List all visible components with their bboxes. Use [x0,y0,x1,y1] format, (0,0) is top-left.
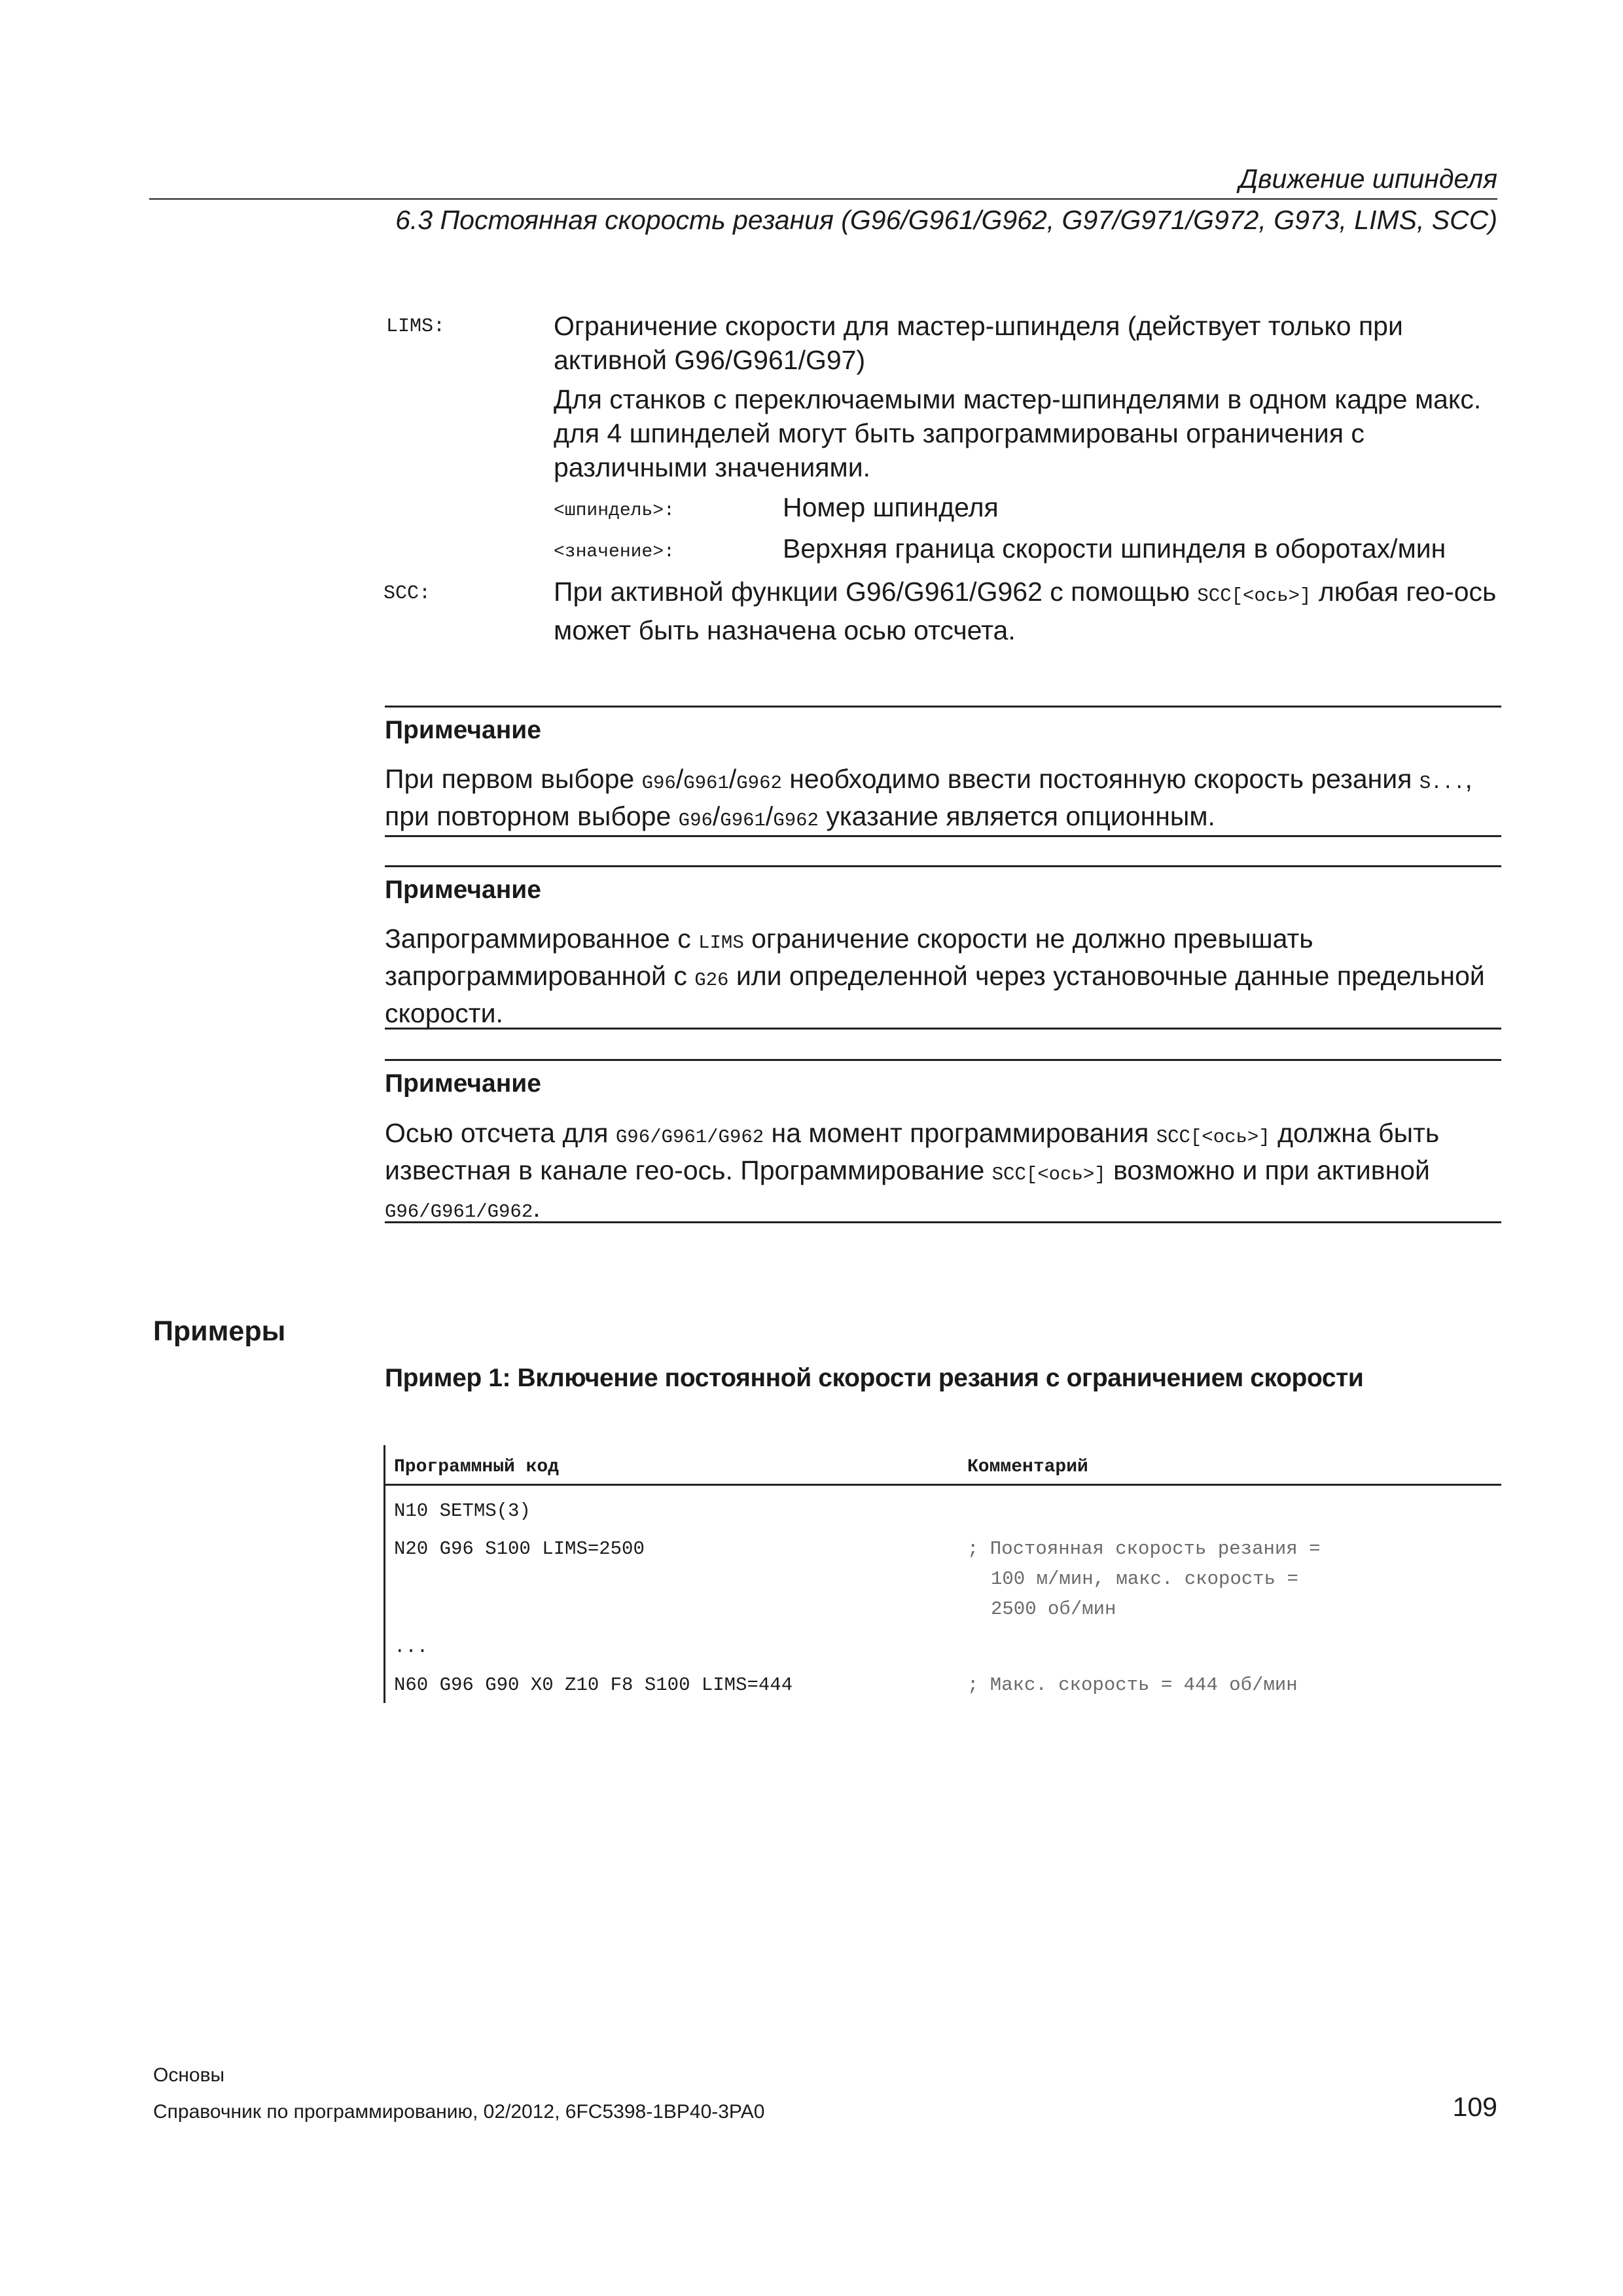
param-desc-scc: При активной функции G96/G961/G962 с помощью SCC[<ось>] любая гео-ось может быть назначена осью отсчета. [554,577,1497,645]
running-header-section: 6.3 Постоянная скорость резания (G96/G961/G962, G97/G971/G972, G973, LIMS, SCC) [395,205,1497,235]
subparam-desc-value: Верхняя граница скорости шпинделя в оборотах/мин [783,533,1446,564]
code-comment-n60: ; Макс. скорость = 444 об/мин [967,1674,1298,1696]
note-2-bottom-rule [385,1028,1501,1030]
subparam-desc-spindle: Номер шпинделя [783,492,999,522]
code-comment-n20-2: 100 м/мин, макс. скорость = [991,1568,1298,1590]
param-desc-lims-extra: Для станков с переключаемыми мастер-шпинделями в одном кадре макс. для 4 шпинделей могут быть запрограммированы ограничения с различными значениями. [554,384,1482,482]
note-2-body: Запрограммированное с LIMS ограничение скорости не должно превышать запрограммированной с G26 или определенной через установочные данные предельной скорости. [385,924,1485,1028]
code-line-n60: N60 G96 G90 X0 Z10 F8 S100 LIMS=444 [394,1674,793,1696]
subparam-term-spindle: <шпиндель>: [554,501,675,521]
code-comment-n20-3: 2500 об/мин [991,1598,1116,1620]
code-line-n10: N10 SETMS(3) [394,1500,531,1522]
note-2-top-rule [385,865,1501,867]
note-3-heading: Примечание [385,1069,541,1098]
code-comment-n20-1: ; Постоянная скорость резания = [967,1538,1321,1560]
code-table-header-comment: Комментарий [967,1457,1088,1477]
code-table-header-code: Программный код [394,1457,560,1477]
note-2-heading: Примечание [385,876,541,904]
page-number: 109 [1452,2092,1497,2122]
footer-title: Основы [153,2064,225,2086]
note-3-bottom-rule [385,1221,1501,1223]
examples-heading: Примеры [153,1316,286,1347]
note-1-heading: Примечание [385,716,541,744]
note-3-body: Осью отсчета для G96/G961/G962 на момент программирования SCC[<ось>] должна быть известная в канале гео-ось. Программирование SCC[<ось>] возможно и при активной G96/G961/G962. [385,1118,1440,1223]
note-1-top-rule [385,706,1501,708]
subparam-term-value: <значение>: [554,542,675,562]
param-desc-lims: Ограничение скорости для мастер-шпинделя (действует только при активной G96/G961/G97) [554,311,1403,375]
code-table-header-rule [383,1484,1501,1486]
header-rule [149,198,1497,200]
footer-document-id: Справочник по программированию, 02/2012, 6FC5398-1BP40-3PA0 [153,2101,765,2123]
note-1-body: При первом выборе G96/G961/G962 необходимо ввести постоянную скорость резания S..., при повторном выборе G96/G961/G962 указание является опционным. [385,764,1472,831]
param-term-scc: SCC: [383,583,431,605]
code-line-n20: N20 G96 S100 LIMS=2500 [394,1538,645,1560]
code-line-ellipsis: ... [394,1636,429,1658]
note-1-bottom-rule [385,835,1501,837]
note-3-top-rule [385,1059,1501,1061]
running-header-chapter: Движение шпинделя [1239,164,1497,194]
param-term-lims: LIMS: [386,315,446,338]
example-1-title: Пример 1: Включение постоянной скорости резания с ограничением скорости [385,1364,1364,1392]
